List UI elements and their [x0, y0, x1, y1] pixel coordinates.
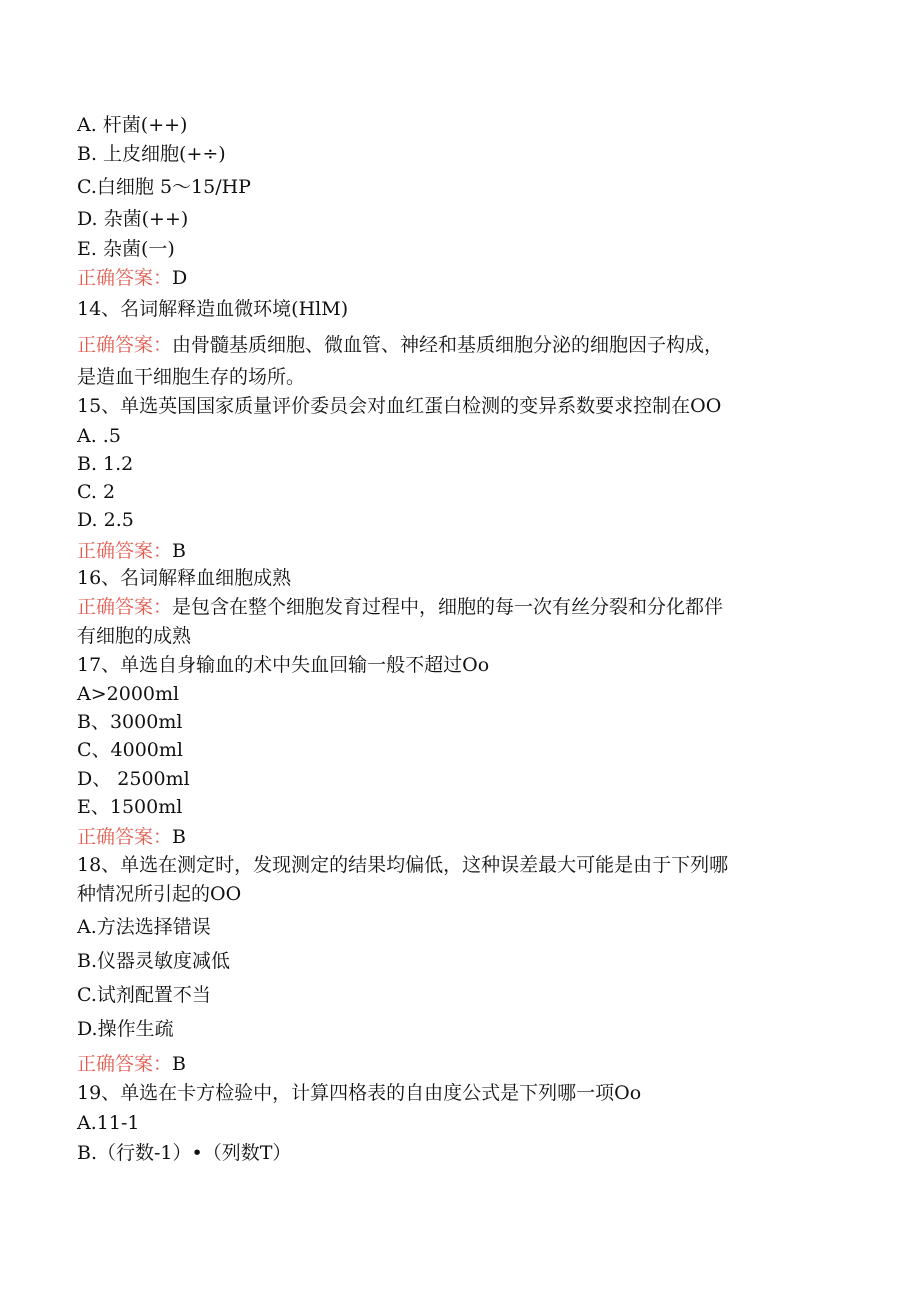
answer-label: 正确答案：	[77, 267, 173, 289]
option-c: C.试剂配置不当	[77, 984, 211, 1006]
answer-label: 正确答案：	[77, 826, 173, 848]
question-title: 17、单选自身输血的术中失血回输一般不超过Oo	[77, 654, 490, 676]
answer-label: 正确答案：	[77, 1053, 173, 1075]
answer-value: D	[172, 267, 188, 289]
question-continuation: 种情况所引起的OO	[77, 883, 242, 905]
answer-line	[77, 1051, 186, 1077]
option-c: C. 2	[77, 481, 116, 503]
option-b: B. 1.2	[77, 453, 134, 475]
option-b: B.（行数-1）•（列数T）	[77, 1142, 292, 1164]
option-c: C、4000ml	[77, 739, 183, 761]
question-title: 16、名词解释血细胞成熟	[77, 567, 292, 589]
option-d: D. 杂菌(++)	[77, 208, 189, 230]
answer-continuation: 有细胞的成熟	[77, 625, 192, 647]
option-b: B. 上皮细胞(+÷)	[77, 143, 226, 165]
option-a: A.11-1	[77, 1112, 140, 1134]
question-title: 15、单选英国国家质量评价委员会对血红蛋白检测的变异系数要求控制在OO	[77, 395, 722, 417]
answer-line	[77, 538, 186, 564]
option-b: B.仪器灵敏度减低	[77, 950, 231, 972]
option-d: D.操作生疏	[77, 1018, 174, 1040]
answer-line	[77, 265, 187, 291]
question-title: 19、单选在卡方检验中，计算四格表的自由度公式是下列哪一项Oo	[77, 1082, 642, 1104]
answer-value: B	[172, 826, 186, 848]
question-title: 14、名词解释造血微环境(HlM)	[77, 298, 349, 320]
option-a: A>2000ml	[77, 683, 180, 705]
option-d: D、 2500ml	[77, 768, 190, 790]
option-e: E、1500ml	[77, 796, 183, 818]
answer-value: B	[172, 540, 186, 562]
question-title: 18、单选在测定时，发现测定的结果均偏低，这种误差最大可能是由于下列哪	[77, 854, 729, 876]
answer-text: 由骨髓基质细胞、微血管、神经和基质细胞分泌的细胞因子构成，	[172, 334, 724, 356]
answer-line	[77, 332, 723, 358]
option-d: D. 2.5	[77, 509, 134, 531]
option-a: A. 杆菌(++)	[77, 114, 188, 136]
answer-line	[77, 824, 186, 850]
option-a: A.方法选择错误	[77, 916, 211, 938]
answer-continuation: 是造血干细胞生存的场所。	[77, 366, 306, 388]
answer-value: B	[172, 1053, 186, 1075]
answer-text: 是包含在整个细胞发育过程中，细胞的每一次有丝分裂和分化都伴	[172, 596, 724, 618]
answer-label: 正确答案：	[77, 334, 173, 356]
option-e: E. 杂菌(一)	[77, 238, 175, 260]
answer-line	[77, 594, 723, 620]
answer-label: 正确答案：	[77, 596, 173, 618]
answer-label: 正确答案：	[77, 540, 173, 562]
option-c: C.白细胞 5～15/HP	[77, 176, 251, 198]
option-b: B、3000ml	[77, 711, 183, 733]
option-a: A. .5	[77, 425, 121, 447]
